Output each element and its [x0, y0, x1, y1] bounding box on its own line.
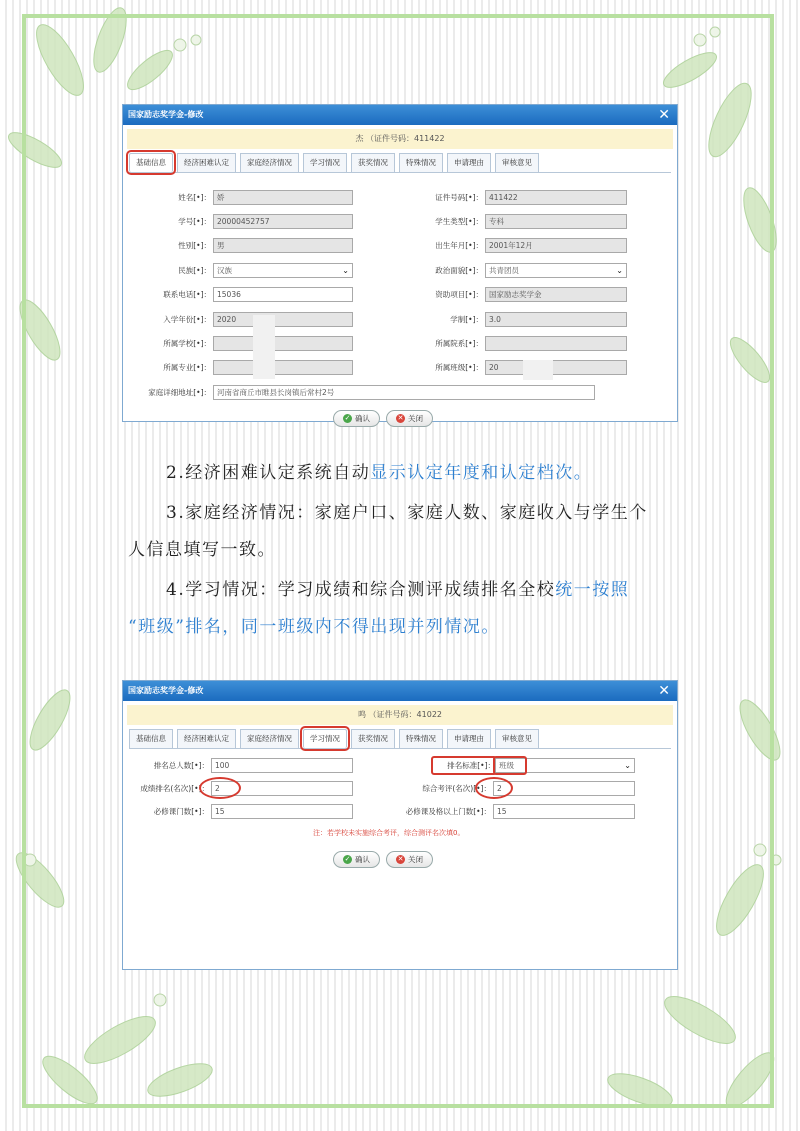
rank-standard-label: 排名标准[•]：: [431, 756, 497, 775]
student-name: 鸣: [358, 710, 366, 719]
overall-rank-field[interactable]: 2: [493, 781, 635, 796]
name-field[interactable]: 娇: [213, 190, 353, 205]
tab-study[interactable]: 学习情况: [303, 729, 347, 748]
school-label: 所属学校[•]：: [163, 339, 211, 348]
phone-field[interactable]: 15036: [213, 287, 353, 302]
student-id-line: （证件号码：41022: [368, 710, 442, 719]
required-courses-field[interactable]: 15: [211, 804, 353, 819]
tab-review[interactable]: 审核意见: [495, 729, 539, 748]
dialog-titlebar: [123, 105, 677, 125]
student-number-field[interactable]: 20000452757: [213, 214, 353, 229]
tab-basic-info[interactable]: 基础信息: [129, 153, 173, 172]
name-label: 姓名[•]：: [178, 193, 211, 202]
chevron-down-icon: ⌄: [342, 266, 349, 275]
dialog-title: 国家励志奖学金-修改: [128, 110, 204, 119]
major-field[interactable]: [213, 360, 353, 375]
student-name: 杰: [355, 134, 364, 143]
tab-review[interactable]: 审核意见: [495, 153, 539, 172]
tab-family-finance[interactable]: 家庭经济情况: [240, 729, 299, 748]
id-number-field[interactable]: 411422: [485, 190, 627, 205]
student-type-field[interactable]: 专科: [485, 214, 627, 229]
redaction-block: [253, 315, 275, 379]
ethnicity-label: 民族[•]：: [178, 266, 211, 275]
edit-dialog-study-info: [122, 680, 678, 970]
close-button[interactable]: ✕ 关闭: [386, 410, 433, 427]
close-icon[interactable]: ✕: [658, 683, 670, 699]
dialog-title: 国家励志奖学金-修改: [128, 686, 204, 695]
address-label: 家庭详细地址[•]：: [148, 388, 211, 397]
check-icon: ✓: [344, 414, 351, 422]
passed-courses-label: 必修课及格以上门数[•]：: [405, 807, 491, 816]
paragraph-2: 2.经济困难认定系统自动显示认定年度和认定档次。: [166, 463, 593, 483]
close-icon: ✕: [397, 855, 404, 863]
id-number-label: 证件号码[•]：: [435, 193, 483, 202]
tab-hardship-certification[interactable]: 经济困难认定: [177, 729, 236, 748]
close-icon: ✕: [397, 414, 404, 422]
close-button[interactable]: ✕ 关闭: [386, 851, 433, 868]
class-label: 所属班级[•]：: [435, 363, 483, 372]
dialog-buttons: [333, 410, 433, 427]
tab-bar: [129, 729, 671, 749]
highlight-box: [493, 756, 527, 775]
overall-rank-label: 综合考评(名次)[•]：: [422, 784, 491, 793]
tab-study[interactable]: 学习情况: [303, 153, 347, 172]
aid-program-field[interactable]: 国家励志奖学金: [485, 287, 627, 302]
enroll-year-label: 入学年份[•]：: [163, 315, 211, 324]
required-courses-label: 必修课门数[•]：: [153, 807, 209, 816]
close-icon[interactable]: ✕: [658, 107, 670, 123]
tab-hardship-certification[interactable]: 经济困难认定: [177, 153, 236, 172]
rank-standard-select[interactable]: 班级 ⌄: [495, 758, 635, 773]
tab-basic-info[interactable]: 基础信息: [129, 729, 173, 748]
note-text: 注：若学校未实施综合考评，综合测评名次填0。: [313, 829, 465, 837]
score-rank-label: 成绩排名(名次)[•]：: [140, 784, 209, 793]
birth-field[interactable]: 2001年12月: [485, 238, 627, 253]
student-number-label: 学号[•]：: [178, 217, 211, 226]
tab-awards[interactable]: 获奖情况: [351, 153, 395, 172]
edit-dialog-basic-info: [122, 104, 678, 422]
enroll-year-field[interactable]: 2020: [213, 312, 353, 327]
chevron-down-icon: ⌄: [624, 761, 631, 770]
class-field[interactable]: 20: [485, 360, 627, 375]
tab-awards[interactable]: 获奖情况: [351, 729, 395, 748]
school-field[interactable]: [213, 336, 353, 351]
dialog-titlebar: [123, 681, 677, 701]
aid-program-label: 资助项目[•]：: [435, 290, 483, 299]
dialog-buttons: [333, 851, 433, 868]
student-id-line: （证件号码：411422: [366, 134, 445, 143]
score-rank-field[interactable]: 2: [211, 781, 353, 796]
paragraph-4-line-2: “班级”排名，同一班级内不得出现并列情况。: [128, 617, 500, 637]
check-icon: ✓: [344, 855, 351, 863]
student-header: [127, 705, 673, 725]
birth-label: 出生年月[•]：: [435, 241, 483, 250]
student-type-label: 学生类型[•]：: [435, 217, 483, 226]
paragraph-4-line-1: 4.学习情况：学习成绩和综合测评成绩排名全校统一按照: [166, 580, 630, 600]
tab-reason[interactable]: 申请理由: [447, 153, 491, 172]
department-field[interactable]: [485, 336, 627, 351]
address-field[interactable]: 河南省商丘市睢县长岗镇后常村2号: [213, 385, 595, 400]
confirm-button[interactable]: ✓ 确认: [333, 410, 380, 427]
tab-special[interactable]: 特殊情况: [399, 153, 443, 172]
ethnicity-select[interactable]: 汉族 ⌄: [213, 263, 353, 278]
highlight-oval: [475, 777, 513, 799]
gender-label: 性别[•]：: [178, 241, 211, 250]
tab-family-finance[interactable]: 家庭经济情况: [240, 153, 299, 172]
chevron-down-icon: ⌄: [616, 266, 623, 275]
political-status-label: 政治面貌[•]：: [435, 266, 483, 275]
duration-label: 学制[•]：: [450, 315, 483, 324]
redaction-block: [523, 360, 553, 380]
major-label: 所属专业[•]：: [163, 363, 211, 372]
student-header: [127, 129, 673, 149]
department-label: 所属院系[•]：: [435, 339, 483, 348]
paragraph-3-line-1: 3.家庭经济情况：家庭户口、家庭人数、家庭收入与学生个: [166, 503, 648, 523]
tab-bar: [129, 153, 671, 173]
rank-total-label: 排名总人数[•]：: [153, 761, 209, 770]
phone-label: 联系电话[•]：: [163, 290, 211, 299]
tab-reason[interactable]: 申请理由: [447, 729, 491, 748]
rank-total-field[interactable]: 100: [211, 758, 353, 773]
highlight-oval: [199, 777, 241, 799]
tab-special[interactable]: 特殊情况: [399, 729, 443, 748]
gender-field[interactable]: 男: [213, 238, 353, 253]
confirm-button[interactable]: ✓ 确认: [333, 851, 380, 868]
passed-courses-field[interactable]: 15: [493, 804, 635, 819]
political-status-select[interactable]: 共青团员 ⌄: [485, 263, 627, 278]
duration-field[interactable]: 3.0: [485, 312, 627, 327]
paragraph-3-line-2: 人信息填写一致。: [128, 540, 276, 560]
